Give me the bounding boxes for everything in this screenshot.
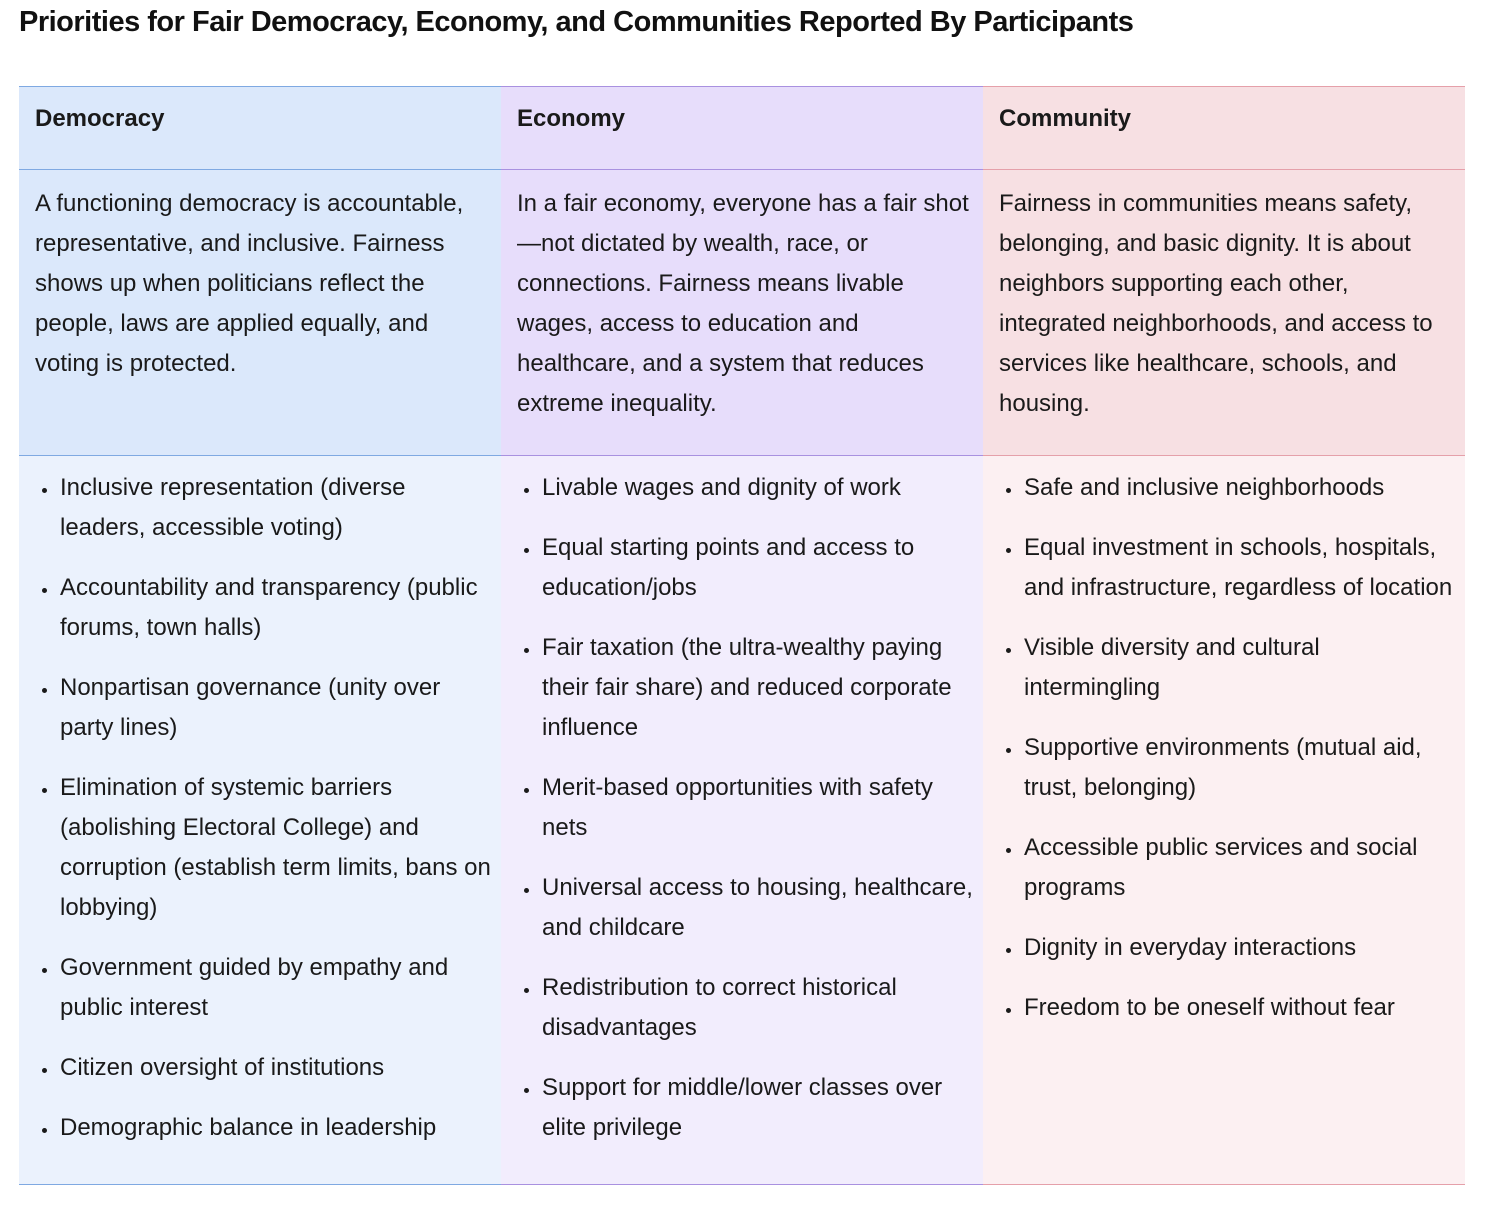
list-item: • Elimination of systemic barriers (abolishing Electoral College) and corruption (establish term limits, bans on lobbying) [59, 768, 493, 928]
list-item: • Universal access to housing, healthcare, and childcare [541, 868, 975, 948]
list-item: • Merit-based opportunities with safety nets [541, 768, 975, 848]
list-item: • Citizen oversight of institutions [59, 1048, 493, 1088]
list-item: • Visible diversity and cultural intermingling [1023, 628, 1457, 708]
list-item: • Supportive environments (mutual aid, trust, belonging) [1023, 728, 1457, 808]
list-item: • Safe and inclusive neighborhoods [1023, 468, 1457, 508]
economy-description: In a fair economy, everyone has a fair shot—not dictated by wealth, race, or connections. Fairness means livable wages, access to education and healthcare, and a system that reduces extreme inequality. [501, 170, 983, 456]
page-title: Priorities for Fair Democracy, Economy, and Communities Reported By Participants [19, 6, 1134, 38]
list-item: • Accessible public services and social programs [1023, 828, 1457, 908]
list-item: • Redistribution to correct historical disadvantages [541, 968, 975, 1048]
economy-header: Economy [501, 86, 983, 170]
community-header: Community [983, 86, 1465, 170]
list-item: • Equal investment in schools, hospitals, and infrastructure, regardless of location [1023, 528, 1457, 608]
list-item: • Inclusive representation (diverse leaders, accessible voting) [59, 468, 493, 548]
list-item: • Nonpartisan governance (unity over party lines) [59, 668, 493, 748]
list-item: • Accountability and transparency (public forums, town halls) [59, 568, 493, 648]
community-column [983, 86, 1465, 1185]
list-item: • Livable wages and dignity of work [541, 468, 975, 508]
democracy-header: Democracy [19, 86, 501, 170]
list-item: • Equal starting points and access to education/jobs [541, 528, 975, 608]
list-item: • Demographic balance in leadership [59, 1108, 493, 1148]
list-item: • Government guided by empathy and public interest [59, 948, 493, 1028]
economy-column [501, 86, 983, 1185]
list-item: • Support for middle/lower classes over elite privilege [541, 1068, 975, 1148]
list-item: • Fair taxation (the ultra-wealthy paying their fair share) and reduced corporate influence [541, 628, 975, 748]
list-item: • Dignity in everyday interactions [1023, 928, 1457, 968]
economy-list [501, 456, 983, 1185]
priorities-table [19, 86, 1465, 1185]
community-list [983, 456, 1465, 1185]
community-description: Fairness in communities means safety, belonging, and basic dignity. It is about neighbors supporting each other, integrated neighborhoods, and access to services like healthcare, schools, and housing. [983, 170, 1465, 456]
democracy-description: A functioning democracy is accountable, representative, and inclusive. Fairness shows up when politicians reflect the people, laws are applied equally, and voting is protected. [19, 170, 501, 456]
democracy-column [19, 86, 501, 1185]
list-item: • Freedom to be oneself without fear [1023, 988, 1457, 1028]
democracy-list [19, 456, 501, 1185]
